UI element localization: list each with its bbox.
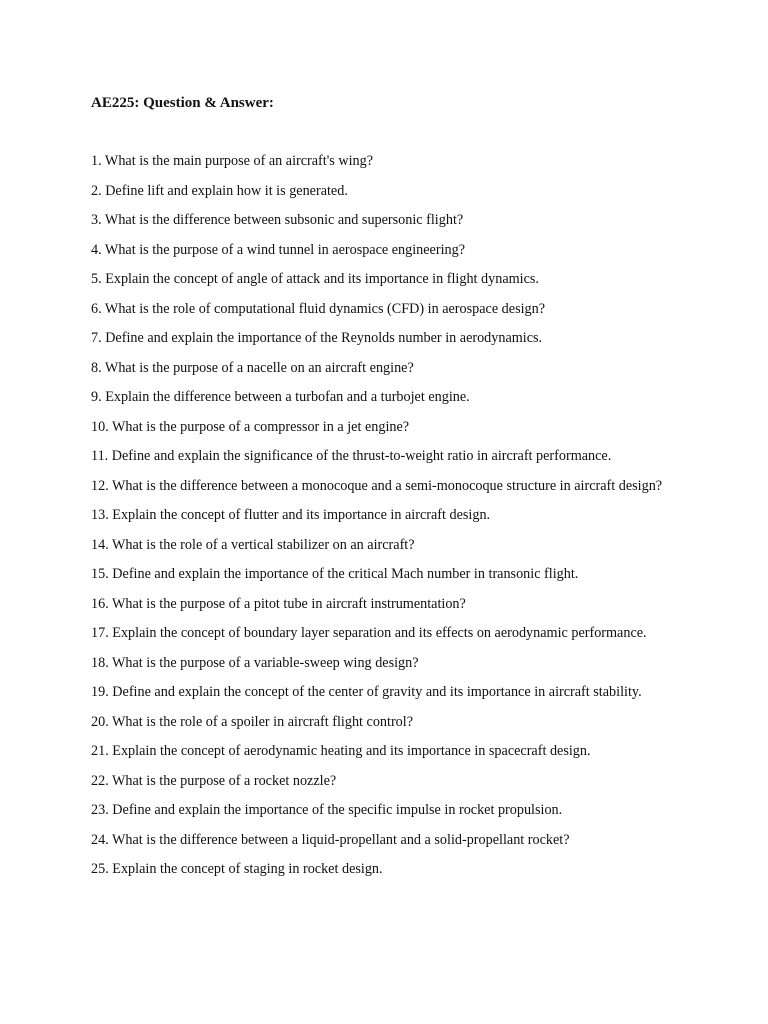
question-item: 6. What is the role of computational fluid dynamics (CFD) in aerospace design? — [91, 300, 546, 317]
question-item: 7. Define and explain the importance of the Reynolds number in aerodynamics. — [91, 330, 543, 346]
question-item: 18. What is the purpose of a variable-sweep wing design? — [91, 654, 419, 671]
question-item: 19. Define and explain the concept of the center of gravity and its importance in aircraft stability. — [91, 684, 642, 700]
question-item: 17. Explain the concept of boundary layer separation and its effects on aerodynamic performance. — [91, 625, 647, 641]
question-item: 9. Explain the difference between a turbofan and a turbojet engine. — [91, 389, 470, 405]
question-item: 21. Explain the concept of aerodynamic heating and its importance in spacecraft design. — [91, 743, 591, 759]
document-title: AE225: Question & Answer: — [91, 95, 274, 111]
question-item: 23. Define and explain the importance of the specific impulse in rocket propulsion. — [91, 802, 563, 818]
question-item: 4. What is the purpose of a wind tunnel in aerospace engineering? — [91, 241, 466, 258]
question-item: 2. Define lift and explain how it is generated. — [91, 182, 348, 199]
question-item: 12. What is the difference between a monocoque and a semi-monocoque structure in aircraft design? — [91, 477, 663, 494]
question-item: 22. What is the purpose of a rocket nozzle? — [91, 772, 337, 789]
question-item: 10. What is the purpose of a compressor in a jet engine? — [91, 418, 410, 435]
question-item: 5. Explain the concept of angle of attack and its importance in flight dynamics. — [91, 271, 539, 287]
question-item: 25. Explain the concept of staging in rocket design. — [91, 861, 383, 877]
question-item: 16. What is the purpose of a pitot tube in aircraft instrumentation? — [91, 595, 466, 612]
question-item: 15. Define and explain the importance of the critical Mach number in transonic flight. — [91, 566, 579, 582]
question-list — [91, 152, 691, 890]
question-item: 8. What is the purpose of a nacelle on an aircraft engine? — [91, 359, 414, 376]
question-item: 1. What is the main purpose of an aircraft's wing? — [91, 153, 374, 169]
question-item: 24. What is the difference between a liquid-propellant and a solid-propellant rocket? — [91, 831, 570, 848]
question-item: 3. What is the difference between subsonic and supersonic flight? — [91, 212, 464, 228]
question-item: 13. Explain the concept of flutter and its importance in aircraft design. — [91, 507, 491, 523]
question-item: 14. What is the role of a vertical stabilizer on an aircraft? — [91, 536, 415, 553]
question-item: 20. What is the role of a spoiler in aircraft flight control? — [91, 713, 414, 730]
question-item: 11. Define and explain the significance of the thrust-to-weight ratio in aircraft performance. — [91, 448, 612, 464]
